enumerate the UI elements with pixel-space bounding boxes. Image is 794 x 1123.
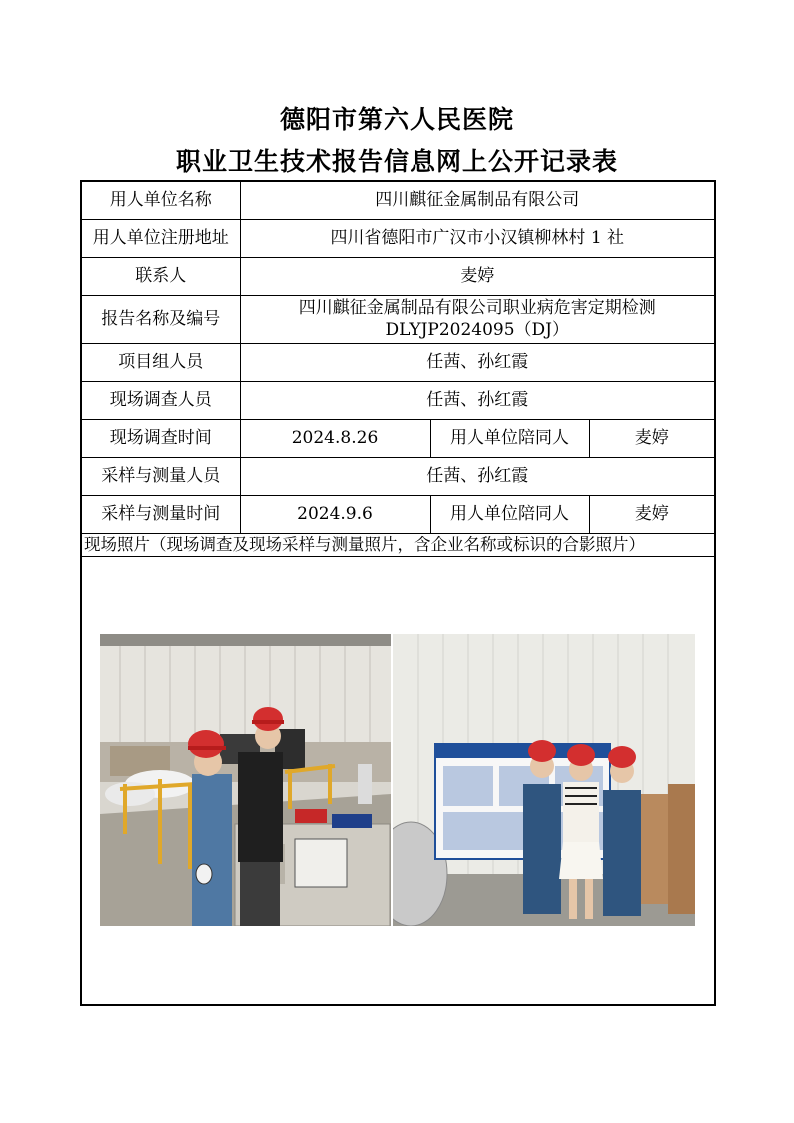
survey-time-value: 2024.8.26 — [240, 419, 430, 457]
team-value: 任茜、孙红霞 — [240, 343, 715, 381]
table-row — [81, 381, 715, 419]
table-row — [81, 419, 715, 457]
report-number: DLYJP2024095（DJ） — [385, 320, 569, 340]
survey-escort-value: 麦婷 — [589, 419, 715, 457]
photos-caption: 现场照片（现场调查及现场采样与测量照片，含企业名称或标识的合影照片） — [81, 533, 715, 556]
team-label: 项目组人员 — [81, 343, 240, 381]
table-row — [81, 533, 715, 556]
sampling-staff-label: 采样与测量人员 — [81, 457, 240, 495]
document-title: 德阳市第六人民医院 — [279, 105, 514, 134]
contact-value: 麦婷 — [240, 257, 715, 295]
sampling-time-label: 采样与测量时间 — [81, 495, 240, 533]
table-row — [81, 495, 715, 533]
record-table — [80, 180, 716, 1006]
table-row — [81, 457, 715, 495]
sampling-escort-label: 用人单位陪同人 — [430, 495, 589, 533]
document-subtitle: 职业卫生技术报告信息网上公开记录表 — [175, 147, 618, 176]
employer-name-value: 四川麒征金属制品有限公司 — [240, 181, 715, 219]
registered-address-value: 四川省德阳市广汉市小汉镇柳林村 1 社 — [240, 219, 715, 257]
sampling-escort-value: 麦婷 — [589, 495, 715, 533]
survey-time-label: 现场调查时间 — [81, 419, 240, 457]
table-row — [81, 295, 715, 343]
report-value — [240, 295, 715, 343]
photos-cell — [81, 556, 715, 1005]
group-photo — [393, 634, 695, 926]
table-row — [81, 181, 715, 219]
report-name: 四川麒征金属制品有限公司职业病危害定期检测 — [298, 298, 656, 318]
group-photo-icon — [393, 634, 695, 926]
survey-staff-value: 任茜、孙红霞 — [240, 381, 715, 419]
report-label: 报告名称及编号 — [81, 295, 240, 343]
employer-name-label: 用人单位名称 — [81, 181, 240, 219]
registered-address-label: 用人单位注册地址 — [81, 219, 240, 257]
sampling-time-value: 2024.9.6 — [240, 495, 430, 533]
table-row — [81, 257, 715, 295]
table-row — [81, 556, 715, 1005]
site-survey-photo-icon — [100, 634, 391, 926]
site-survey-photo — [100, 634, 391, 926]
sampling-staff-value: 任茜、孙红霞 — [240, 457, 715, 495]
table-row — [81, 219, 715, 257]
table-row — [81, 343, 715, 381]
contact-label: 联系人 — [81, 257, 240, 295]
survey-escort-label: 用人单位陪同人 — [430, 419, 589, 457]
survey-staff-label: 现场调查人员 — [81, 381, 240, 419]
